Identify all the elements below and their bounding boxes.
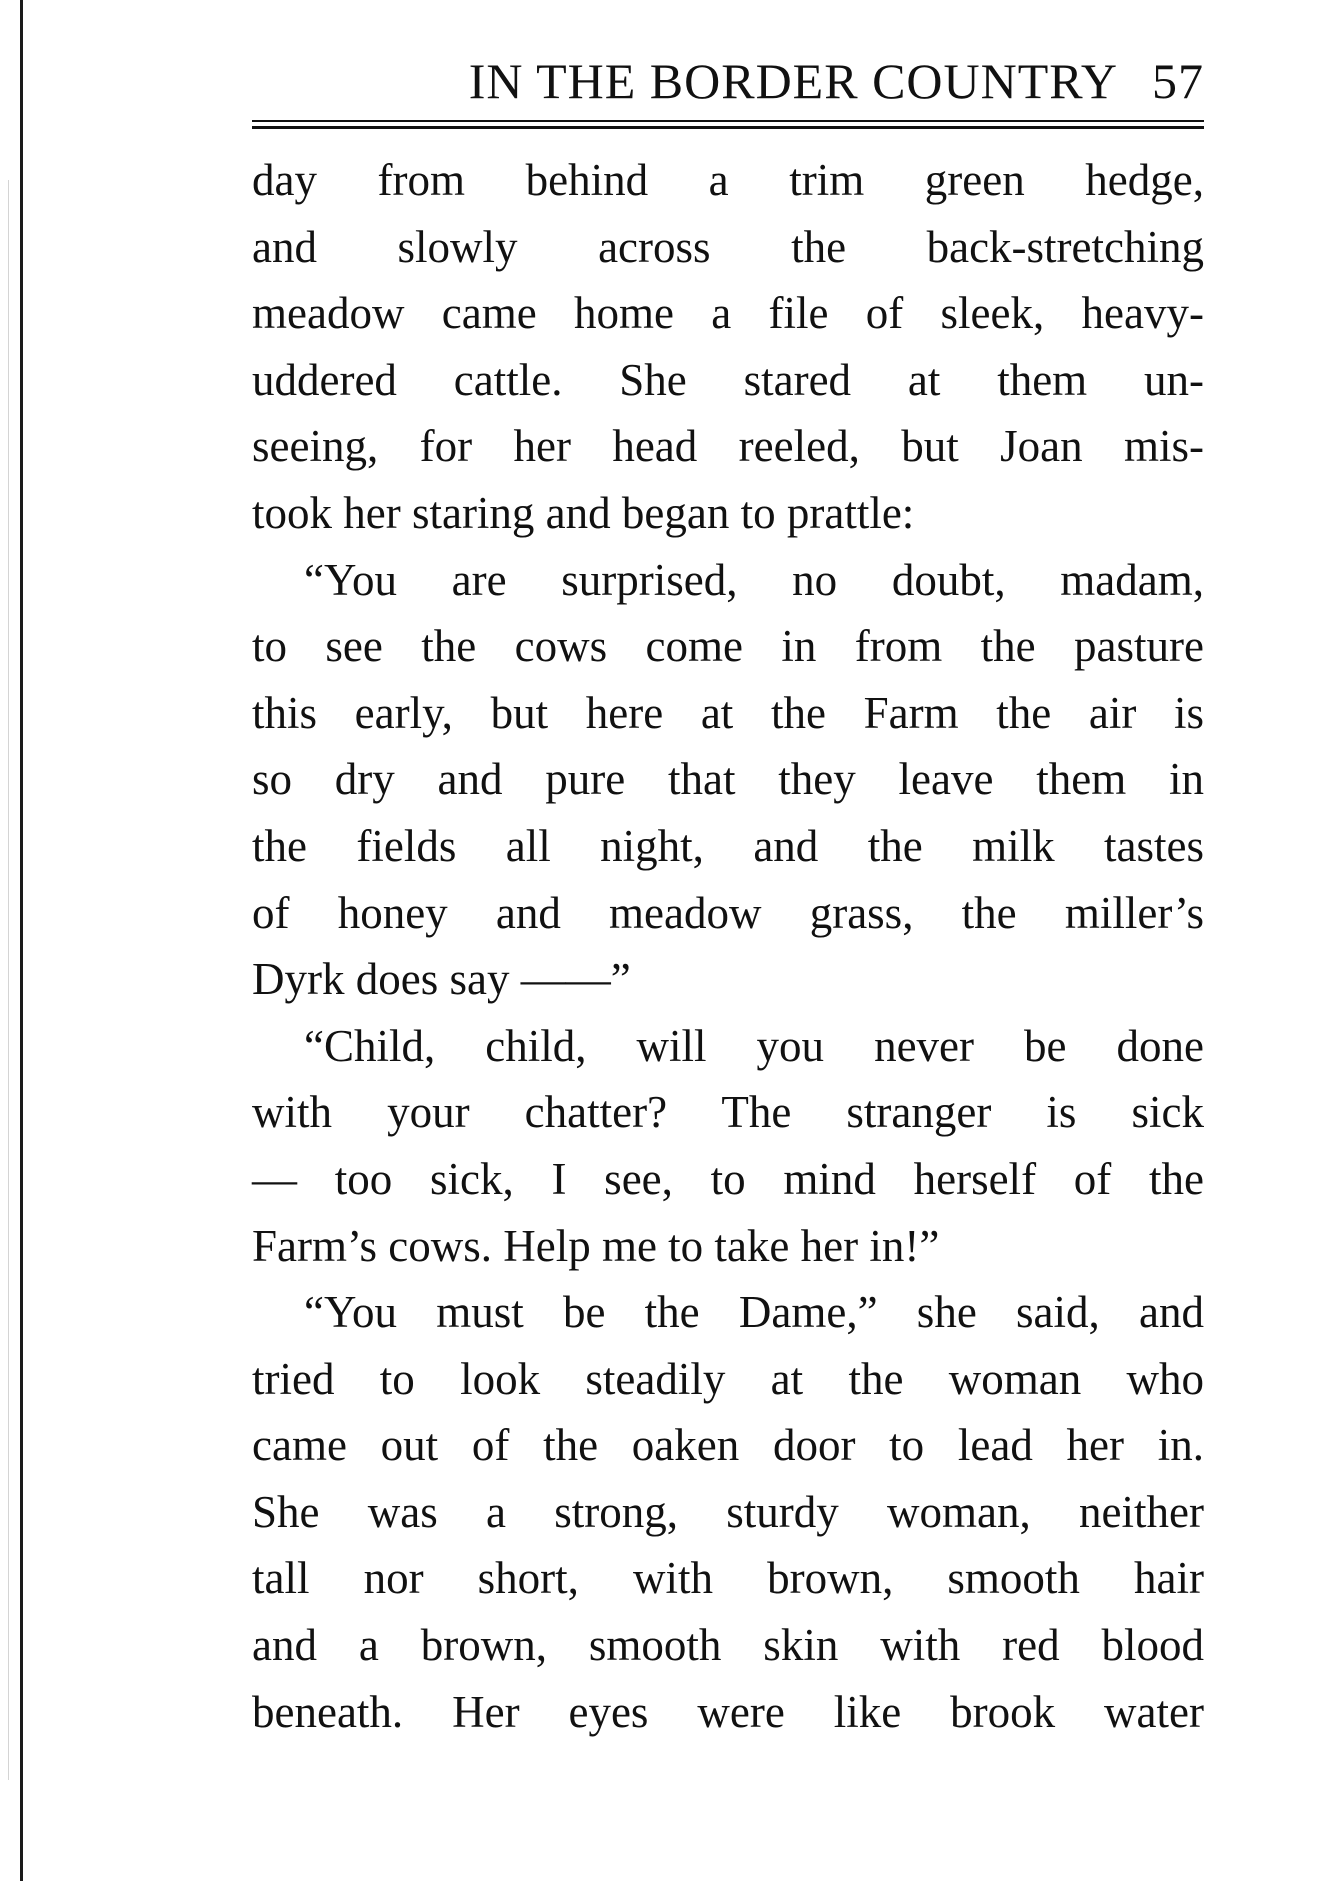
- text-line: beneath. Her eyes were like brook water: [252, 1686, 1204, 1737]
- text-line: took her staring and began to prattle:: [252, 487, 915, 538]
- text-line: this early, but here at the Farm the air is: [252, 687, 1204, 738]
- running-title: IN THE BORDER COUNTRY: [468, 53, 1118, 109]
- book-page: [252, 50, 1204, 1745]
- text-line: “You are surprised, no doubt, madam,: [304, 554, 1204, 605]
- page-number: 57: [1152, 53, 1204, 109]
- text-line: day from behind a trim green hedge,: [252, 155, 1204, 205]
- text-line: seeing, for her head reeled, but Joan mis-: [252, 421, 1204, 472]
- text-line: “Child, child, will you never be done: [304, 1020, 1204, 1071]
- header-rule-thick: [252, 126, 1204, 129]
- text-line: and slowly across the back-stretching: [252, 221, 1204, 272]
- text-line: so dry and pure that they leave them in: [252, 754, 1204, 805]
- text-line: Farm’s cows. Help me to take her in!”: [252, 1220, 940, 1271]
- text-line: “You must be the Dame,” she said, and: [304, 1287, 1204, 1338]
- text-line: of honey and meadow grass, the miller’s: [252, 887, 1204, 938]
- header-rule-thin: [252, 120, 1204, 122]
- text-line: Dyrk does say ——”: [252, 954, 631, 1005]
- text-line: She was a strong, sturdy woman, neither: [252, 1486, 1204, 1537]
- text-line: the fields all night, and the milk tastes: [252, 820, 1204, 871]
- binding-shadow: [8, 180, 9, 1780]
- text-line: came out of the oaken door to lead her in.: [252, 1420, 1204, 1471]
- text-line: — too sick, I see, to mind herself of the: [252, 1153, 1204, 1204]
- text-line: meadow came home a file of sleek, heavy-: [252, 288, 1204, 339]
- text-line: tried to look steadily at the woman who: [252, 1353, 1204, 1404]
- running-head: [252, 50, 1204, 112]
- text-line: tall nor short, with brown, smooth hair: [252, 1553, 1204, 1604]
- body-text: [252, 147, 1204, 1745]
- text-line: uddered cattle. She stared at them un-: [252, 354, 1204, 405]
- binding-edge: [20, 0, 23, 1881]
- text-line: and a brown, smooth skin with red blood: [252, 1620, 1204, 1671]
- text-line: to see the cows come in from the pasture: [252, 621, 1204, 672]
- text-line: with your chatter? The stranger is sick: [252, 1087, 1204, 1138]
